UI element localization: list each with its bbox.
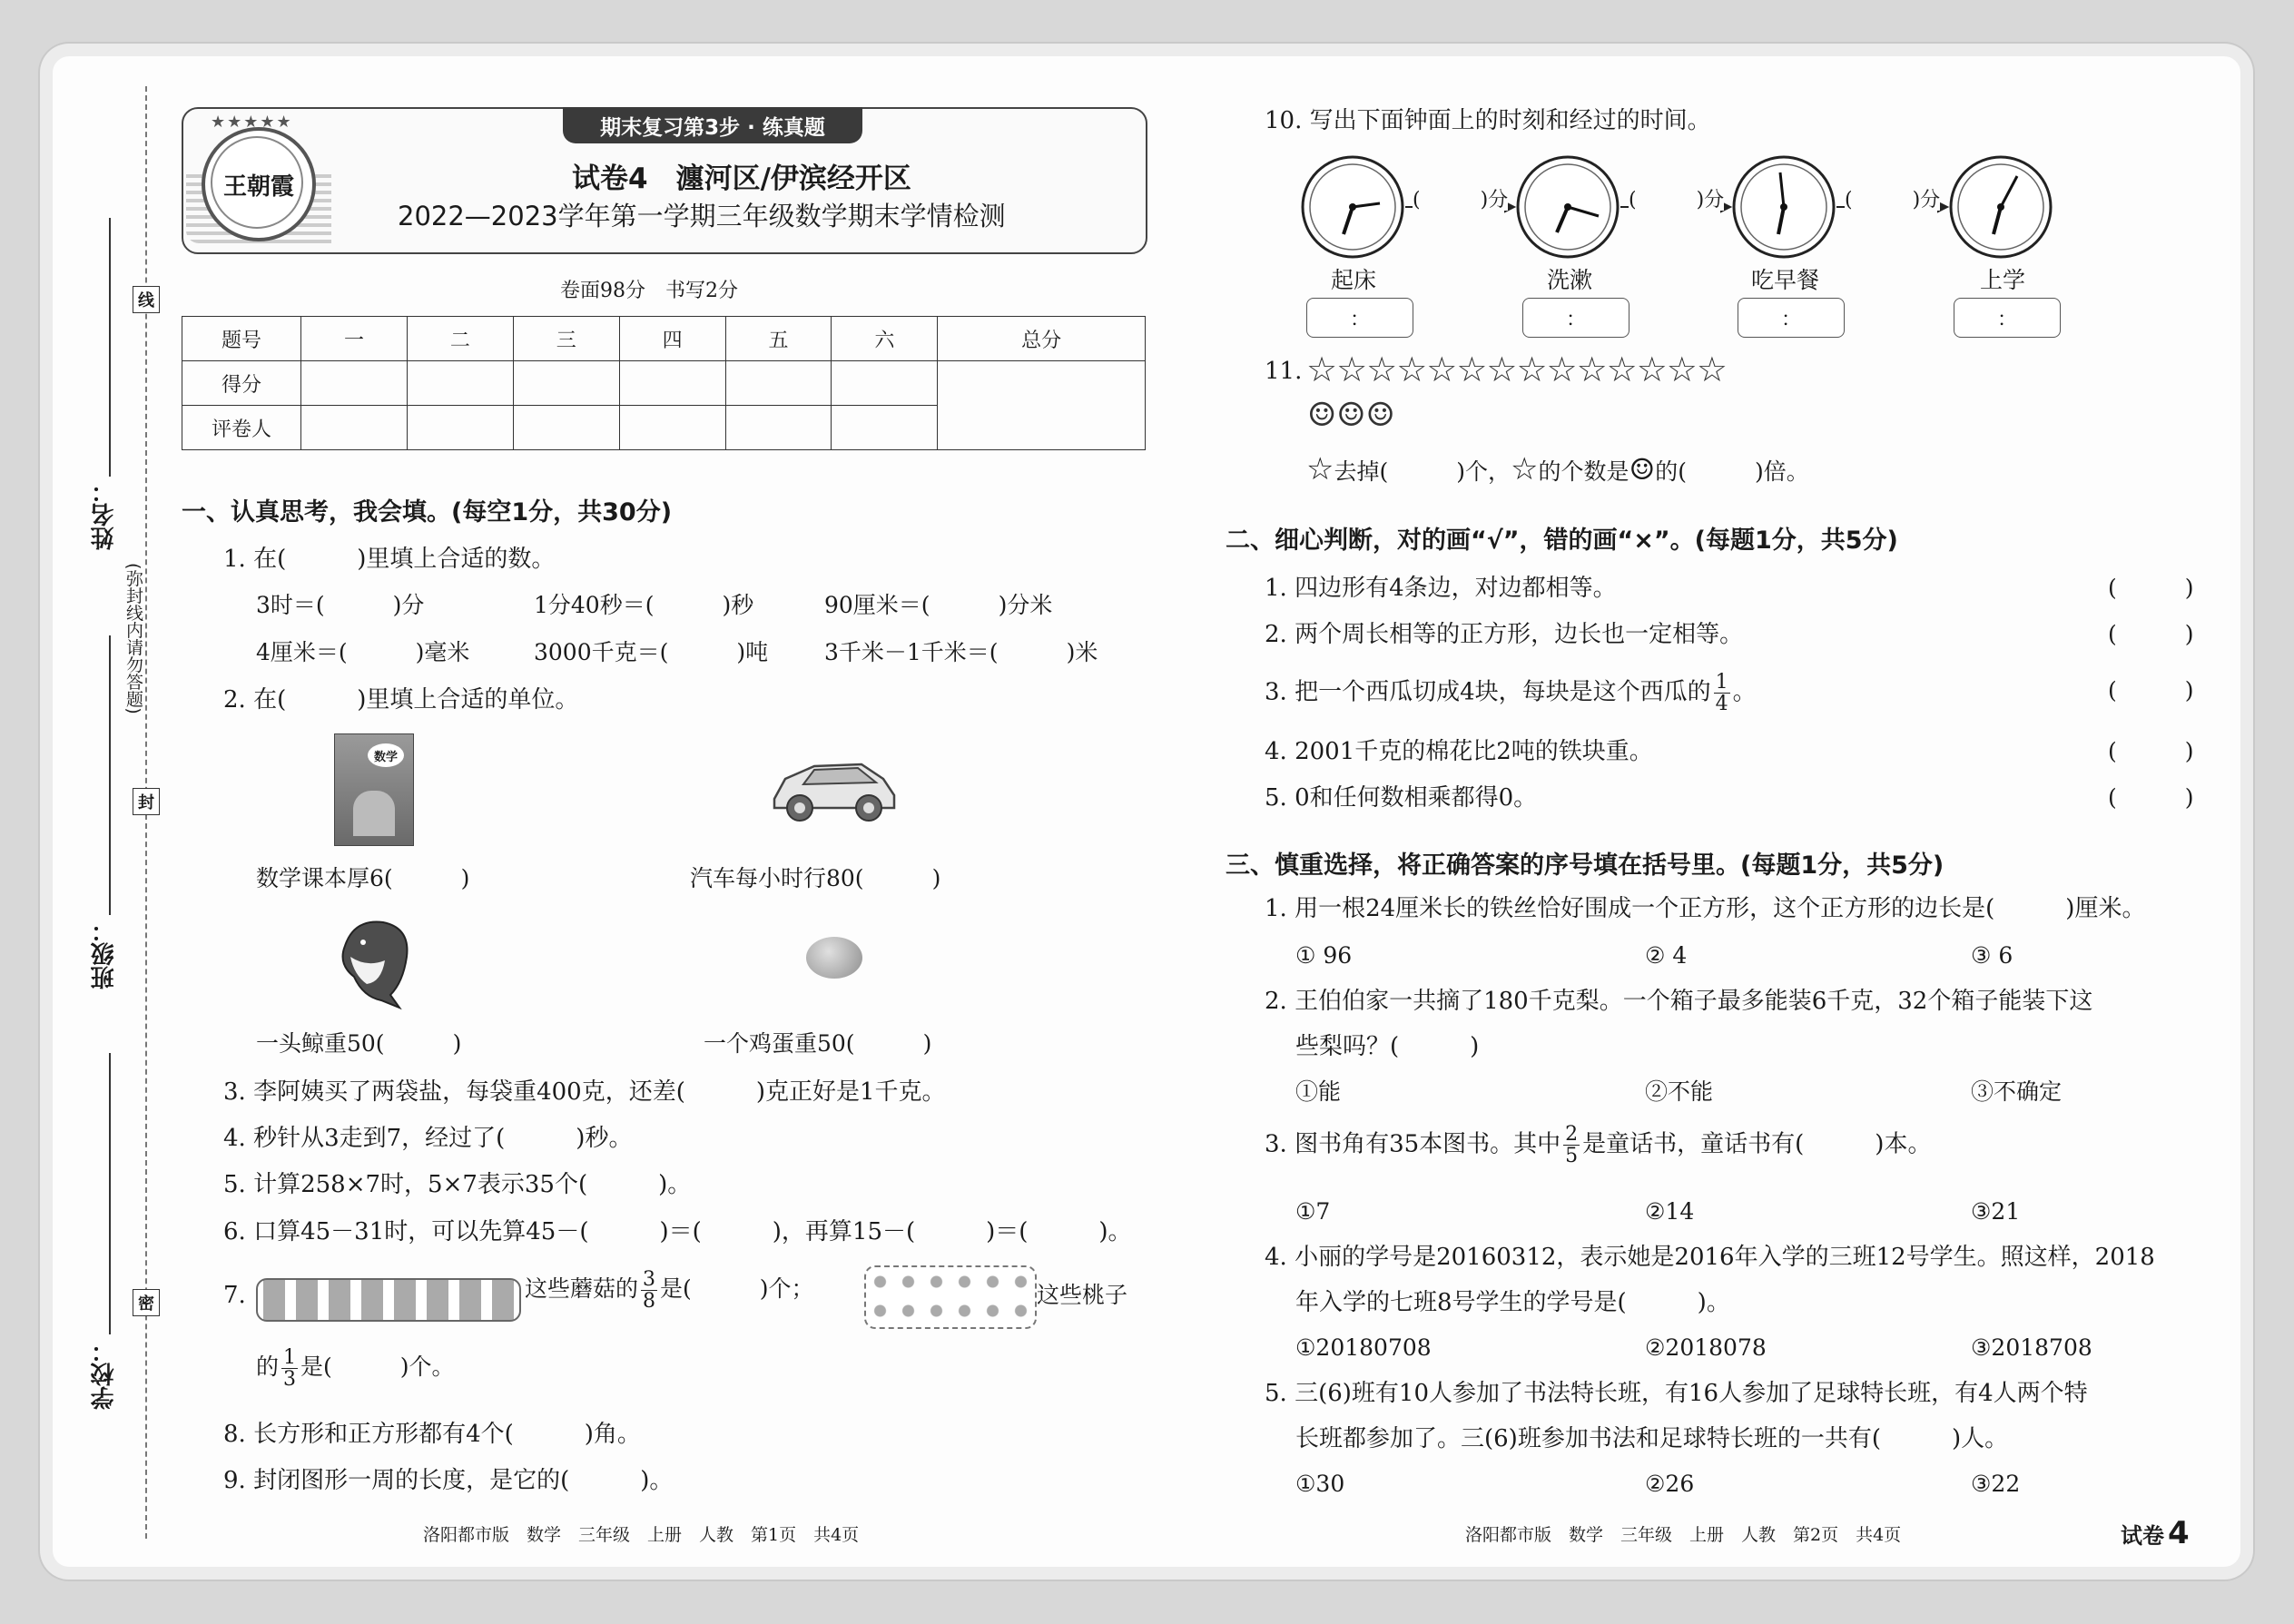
class-field[interactable] [109, 635, 111, 915]
clock-gap-2: ( )分 [1629, 189, 1725, 212]
star-row: ☆☆☆☆☆☆☆☆☆☆☆☆☆☆ [1306, 349, 1727, 389]
footer-right: 洛阳都市版 数学 三年级 上册 人教 第2页 共4页 [1465, 1525, 1902, 1545]
mark-feng: 封 [133, 788, 160, 815]
s3-option: ② 4 [1645, 942, 1688, 969]
s3-option: ① 96 [1295, 942, 1353, 969]
answer-paren[interactable]: ( ) [2108, 677, 2194, 704]
s1-q1-item: 1分40秒＝( )秒 [534, 592, 754, 618]
s2-item-2: 2. 两个周长相等的正方形，边长也一定相等。 [1265, 621, 1744, 648]
seal-note: (弥封线内请勿答题) [123, 563, 143, 714]
s3-q5-line1: 5. 三(6)班有10人参加了书法特长班，有16人参加了足球特长班，有4人两个特 [1265, 1380, 2088, 1407]
score-header-cell: 六 [832, 317, 938, 361]
fraction-numerator: 2 [1565, 1123, 1579, 1146]
math-book-image [334, 733, 414, 846]
clock-1 [1303, 157, 1403, 257]
smile-row: ☺☺☺ [1307, 397, 1395, 434]
header-tag-text: 期末复习第3步 · 练真题 [600, 115, 825, 140]
smile-icon: ☺ [1629, 452, 1656, 487]
score-header-cell: 五 [725, 317, 832, 361]
s1-q1-item: 3时＝( )分 [256, 592, 425, 618]
time-input[interactable]: ： [1306, 298, 1413, 338]
score-cell[interactable] [513, 361, 619, 406]
score-row-label: 得分 [182, 361, 301, 406]
s1-q2: 2. 在( )里填上合适的单位。 [223, 686, 579, 714]
s3-option: ②26 [1645, 1471, 1695, 1497]
s3-q1: 1. 用一根24厘米长的铁丝恰好围成一个正方形，这个正方形的边长是( )厘米。 [1265, 895, 2146, 922]
s3-q4-line2: 年入学的七班8号学生的学号是( )。 [1295, 1289, 1730, 1316]
clock-label: 吃早餐 [1751, 267, 1820, 293]
s3-option: ①20180708 [1295, 1334, 1432, 1361]
mark-mi: 密 [133, 1289, 160, 1316]
clock-4 [1951, 157, 2051, 257]
s3-q4-line1: 4. 小丽的学号是20160312，表示她是2016年入学的三班12号学生。照这样，2018 [1265, 1244, 2155, 1271]
s1-q3: 3. 李阿姨买了两袋盐，每袋重400克，还差( )克正好是1千克。 [223, 1078, 946, 1106]
s3-option: ①30 [1295, 1471, 1345, 1497]
s1-q11-text3: 的( )倍。 [1655, 458, 1809, 485]
s2-item-3-text: 3. 把一个西瓜切成4块，每块是这个西瓜的 [1265, 678, 1711, 706]
grader-cell[interactable] [407, 406, 513, 450]
s1-q6: 6. 口算45－31时，可以先算45－( )＝( )，再算15－( )＝( )。 [223, 1218, 1132, 1245]
s2-item-5: 5. 0和任何数相乘都得0。 [1265, 784, 1538, 812]
score-note: 卷面98分 书写2分 [560, 280, 738, 302]
s1-q9: 9. 封闭图形一周的长度，是它的( )。 [223, 1467, 674, 1494]
clock-gap-3: ( )分 [1845, 189, 1941, 212]
header-tag [563, 107, 862, 143]
score-table-header-row [182, 317, 1146, 361]
s3-q5-line2: 长班都参加了。三(6)班参加书法和足球特长班的一共有( )人。 [1295, 1425, 2009, 1452]
s1-q7-line2 [256, 1347, 455, 1390]
s1-q1-item: 3000千克＝( )吨 [534, 639, 769, 665]
school-label: 学校： [91, 1339, 118, 1410]
answer-paren[interactable]: ( ) [2108, 575, 2194, 601]
s3-option: ③ 6 [1971, 942, 2013, 969]
book-title: 数学 [373, 750, 398, 764]
s1-q8: 8. 长方形和正方形都有4个( )角。 [223, 1421, 641, 1448]
clock-2 [1518, 157, 1618, 257]
s1-q1-item: 4厘米＝( )毫米 [256, 639, 470, 665]
s1-q7-de: 的 [256, 1353, 280, 1381]
footer-left: 洛阳都市版 数学 三年级 上册 人教 第1页 共4页 [423, 1525, 860, 1545]
s3-option: ③22 [1971, 1471, 2021, 1497]
s3-option: ②14 [1645, 1198, 1695, 1225]
s2-item-4: 4. 2001千克的棉花比2吨的铁块重。 [1265, 738, 1653, 765]
s3-option: ①7 [1295, 1198, 1331, 1225]
grader-cell[interactable] [301, 406, 408, 450]
fraction-3-8 [641, 1269, 657, 1312]
score-cell[interactable] [619, 361, 725, 406]
answer-paren[interactable]: ( ) [2108, 738, 2194, 764]
s3-option: ②不能 [1645, 1078, 1714, 1105]
grader-cell[interactable] [832, 406, 938, 450]
s1-q11-line [1306, 451, 1809, 487]
school-field[interactable] [109, 1053, 111, 1334]
book-figures [353, 791, 395, 836]
grader-cell[interactable] [725, 406, 832, 450]
fraction-1-4 [1714, 672, 1730, 714]
logo-stars: ★★★★★ [211, 113, 293, 132]
s1-q11-text2: 的个数是 [1538, 458, 1629, 485]
answer-paren[interactable]: ( ) [2108, 784, 2194, 811]
score-cell[interactable] [301, 361, 408, 406]
s3-option: ③不确定 [1971, 1078, 2063, 1105]
name-label: 姓名： [91, 479, 118, 550]
time-input[interactable]: ： [1738, 298, 1845, 338]
s1-q7-num: 7. [223, 1282, 246, 1309]
score-table [182, 316, 1146, 450]
s1-q11-num: 11. [1265, 358, 1303, 385]
s1-q7-blank2: 是( )个。 [300, 1353, 455, 1381]
logo-text: 王朝霞 [222, 172, 294, 201]
s1-q1-item: 90厘米＝( )分米 [824, 592, 1053, 618]
class-label: 班级： [91, 919, 118, 989]
score-cell[interactable] [407, 361, 513, 406]
name-field[interactable] [109, 218, 111, 477]
time-input[interactable]: ： [1954, 298, 2061, 338]
answer-paren[interactable]: ( ) [2108, 621, 2194, 647]
score-header-cell: 总分 [938, 317, 1146, 361]
footer-badge [2121, 1515, 2190, 1551]
car-image [767, 752, 900, 824]
fraction-1-3 [281, 1347, 298, 1390]
clock-3 [1734, 157, 1834, 257]
clock-gap-1: ( )分 [1413, 189, 1509, 212]
score-row [182, 361, 1146, 406]
peach-group [864, 1265, 1037, 1329]
s1-q7-mushroom-text: 这些蘑菇的 [525, 1275, 639, 1303]
score-header-cell: 四 [619, 317, 725, 361]
s1-q10: 10. 写出下面钟面上的时刻和经过的时间。 [1265, 107, 1711, 134]
s3-q3-text1: 3. 图书角有35本图书。其中 [1265, 1130, 1561, 1158]
s1-q1-item: 3千米－1千米＝( )米 [824, 639, 1098, 665]
s1-q11-text1: 去掉( )个， [1334, 458, 1511, 485]
grader-cell[interactable] [619, 406, 725, 450]
book-title-oval [368, 743, 404, 767]
fraction-numerator: 3 [643, 1268, 656, 1291]
section1-title: 一、认真思考，我会填。(每空1分，共30分) [182, 498, 673, 527]
exam-subtitle: 2022—2023学年第一学期三年级数学期末学情检测 [398, 201, 1006, 231]
score-cell[interactable] [725, 361, 832, 406]
fraction-numerator: 1 [1715, 671, 1728, 694]
time-input[interactable]: ： [1522, 298, 1629, 338]
mushroom-group [256, 1278, 521, 1322]
s3-option: ①能 [1295, 1078, 1342, 1105]
mark-xian: 线 [133, 286, 160, 313]
s2-item-3-end: 。 [1732, 678, 1757, 706]
s3-q3 [1265, 1124, 1931, 1166]
logo-seal [202, 127, 316, 241]
section2-title: 二、细心判断，对的画“√”，错的画“×”。(每题1分，共5分) [1226, 527, 1898, 555]
section3-title: 三、慎重选择，将正确答案的序号填在括号里。(每题1分，共5分) [1226, 851, 1944, 880]
s1-q1: 1. 在( )里填上合适的数。 [223, 546, 556, 573]
s1-q7-peach-text: 这些桃子 [1037, 1282, 1128, 1308]
s3-option: ③21 [1971, 1198, 2021, 1225]
fraction-denominator: 3 [283, 1368, 297, 1392]
s1-q5: 5. 计算258×7时，5×7表示35个( )。 [223, 1171, 692, 1198]
fraction-numerator: 1 [283, 1346, 297, 1369]
s3-option: ②2018078 [1645, 1334, 1767, 1361]
s1-q7-text [525, 1269, 814, 1312]
egg-image [806, 937, 862, 979]
s1-q7-blank1: 是( )个； [660, 1275, 814, 1303]
s3-q2-line2: 些梨吗？( ) [1295, 1033, 1480, 1060]
s1-q2-item: 一头鲸重50( ) [256, 1030, 462, 1057]
s3-q3-text2: 是童话书，童话书有( )本。 [1582, 1130, 1932, 1158]
clock-label: 起床 [1331, 267, 1377, 293]
fraction-denominator: 5 [1565, 1145, 1579, 1168]
s1-q2-item: 数学课本厚6( ) [256, 865, 470, 891]
s2-item-3 [1265, 672, 1757, 714]
clock-label: 上学 [1980, 267, 2026, 293]
score-header-cell: 一 [301, 317, 408, 361]
score-header-cell: 三 [513, 317, 619, 361]
fraction-denominator: 4 [1715, 693, 1728, 716]
s2-item-1: 1. 四边形有4条边，对边都相等。 [1265, 575, 1617, 602]
score-header-cell: 二 [407, 317, 513, 361]
score-cell[interactable] [832, 361, 938, 406]
clock-label: 洗漱 [1547, 267, 1593, 293]
whale-image [327, 910, 427, 1011]
star-icon: ☆ [1511, 451, 1539, 487]
exam-title: 试卷4 瀍河区/伊滨经开区 [572, 162, 911, 195]
s1-q4: 4. 秒针从3走到7，经过了( )秒。 [223, 1125, 633, 1152]
score-header-cell: 题号 [182, 317, 301, 361]
s3-option: ③2018708 [1971, 1334, 2092, 1361]
s1-q2-item: 汽车每小时行80( ) [690, 865, 941, 891]
fraction-2-5 [1563, 1124, 1580, 1166]
s3-q2-line1: 2. 王伯伯家一共摘了180千克梨。一个箱子最多能装6千克，32个箱子能装下这 [1265, 988, 2093, 1015]
grader-row-label: 评卷人 [182, 406, 301, 450]
grader-cell[interactable] [513, 406, 619, 450]
star-icon: ☆ [1306, 451, 1334, 487]
total-score-cell[interactable] [938, 361, 1146, 450]
footer-badge-num: 4 [2168, 1515, 2190, 1551]
fraction-denominator: 8 [643, 1290, 656, 1314]
s1-q2-item: 一个鸡蛋重50( ) [704, 1030, 932, 1057]
footer-badge-label: 试卷 [2121, 1523, 2164, 1549]
